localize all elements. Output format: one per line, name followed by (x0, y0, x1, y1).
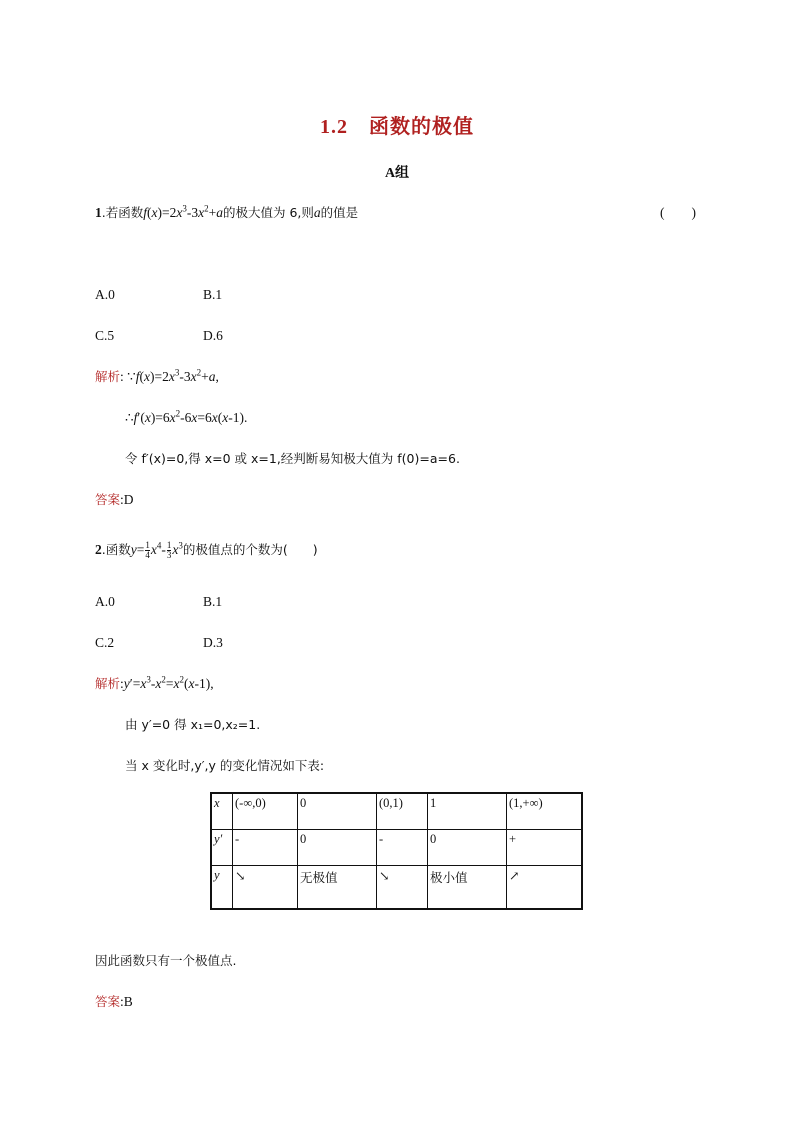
q2-answer-label: 答案 (95, 994, 121, 1009)
table-cell: y (211, 866, 233, 910)
table-cell: ↗ (507, 866, 583, 910)
variation-table (210, 792, 583, 910)
table-cell: - (233, 830, 298, 866)
table-cell: 1 (428, 793, 507, 830)
q1-answer-paren: ( ) (660, 205, 696, 220)
q2-analysis-line3: 当 x 变化时,y′,y 的变化情况如下表: (125, 758, 325, 773)
q2-analysis-line1: 解析$:y'=x^3-x^2=x^2(x-1)$, (95, 674, 214, 691)
q1-number: 1 (95, 205, 102, 220)
q2-number: 2 (95, 542, 102, 557)
q2-text-pre: .函数 (101, 542, 131, 557)
table-row-x (211, 793, 582, 830)
q1-option-b: B.1 (203, 287, 223, 302)
q2-analysis-label: 解析 (95, 676, 121, 691)
table-cell: 极小值 (428, 866, 507, 910)
q1-option-a: A.0 (95, 287, 115, 302)
q1-option-c: C.5 (95, 328, 115, 343)
table-cell: (0,1) (377, 793, 428, 830)
table-cell: (1,+∞) (507, 793, 583, 830)
q1-answer-value: :D (120, 492, 134, 507)
table-cell: - (377, 830, 428, 866)
table-cell: ↘ (377, 866, 428, 910)
page-title: 1.2 函数的极值 (320, 116, 474, 138)
q1-analysis-line3: 令 f′(x)=0,得 x=0 或 x=1,经判断易知极大值为 f(0)=a=6. (125, 451, 460, 466)
table-cell: 0 (298, 793, 377, 830)
q2-option-b: B.1 (203, 594, 223, 609)
table-cell: 无极值 (298, 866, 377, 910)
q1-function: $f(x)=2x^3-3x^2+a$ (143, 203, 223, 220)
q2-option-c: C.2 (95, 635, 115, 650)
q1-text-pre: .若函数 (101, 205, 144, 220)
q1-stem: 1.若函数$f(x)=2x^3-3x^2+a$的极大值为 6,则a的值是 (95, 203, 359, 220)
q1-answer (95, 491, 134, 509)
q2-option-a: A.0 (95, 594, 115, 609)
table-row-y (211, 866, 582, 910)
q1-analysis-line1: 解析: $\because f(x)=2x^3-3x^2+a$, (95, 367, 219, 384)
q2-analysis-line2: 由 y′=0 得 x₁=0,x₂=1. (125, 717, 261, 732)
q2-option-d: D.3 (203, 635, 223, 650)
q1-text-post: 的极大值为 6,则 (222, 205, 314, 220)
q1-answer-label: 答案 (95, 492, 121, 507)
table-cell: ↘ (233, 866, 298, 910)
q1-option-d: D.6 (203, 328, 223, 343)
table-cell: x (211, 793, 233, 830)
table-cell: y′ (211, 830, 233, 866)
q1-analysis-label: 解析 (95, 369, 121, 384)
table-cell: + (507, 830, 583, 866)
table-cell: 0 (298, 830, 377, 866)
q2-text-post: 的极值点的个数为( ) (182, 542, 318, 557)
table-row-y-prime (211, 830, 582, 866)
table-cell: (-∞,0) (233, 793, 298, 830)
q1-analysis-line2: $\therefore f'(x)=6x^2-6x=6x(x-1)$. (125, 408, 248, 425)
q2-conclusion: 因此函数只有一个极值点. (95, 953, 237, 968)
q2-answer-value: :B (120, 994, 133, 1009)
q1-text-end: 的值是 (320, 205, 359, 220)
q2-stem (95, 541, 318, 560)
q2-answer (95, 993, 133, 1011)
group-heading: A组 (384, 166, 410, 181)
table-cell: 0 (428, 830, 507, 866)
q2-function: y= $\frac{1}{4}$ $x^4-$ $\frac{1}{3}$ $x^3$ (130, 540, 183, 561)
